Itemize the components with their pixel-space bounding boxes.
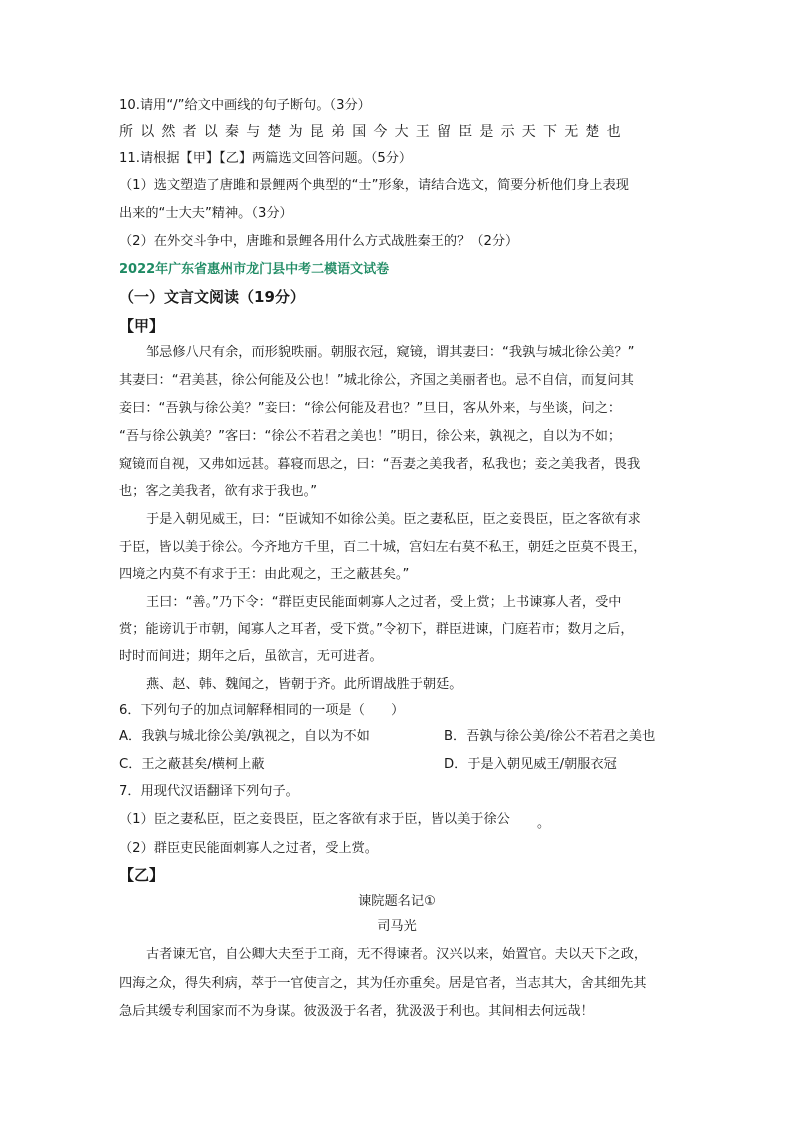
q11-sub1-line2: 出来的“士大夫”精神。（3分） — [119, 206, 293, 221]
emphasis-dot-icon: 。 — [537, 816, 551, 831]
q6-option-b: B．吾孰与徐公美/徐公不若君之美也 — [444, 729, 656, 744]
jia-line: 赏；能谤讥于市朝，闻寡人之耳者，受下赏。”令初下，群臣进谏，门庭若市；数月之后， — [119, 622, 634, 637]
q7-prompt: 7．用现代汉语翻译下列句子。 — [119, 784, 299, 799]
q6-option-c: C．王之蔽甚矣/横柯上蔽 — [119, 757, 265, 772]
jia-line: 四境之内莫不有求于王：由此观之，王之蔽甚矣。” — [119, 567, 410, 582]
section-title: （一）文言文阅读（19分） — [119, 288, 305, 306]
jia-line: “吾与徐公孰美？”客曰：“徐公不若君之美也！”明日，徐公来，孰视之，自以为不如； — [119, 429, 622, 444]
jia-line: 于臣，皆以美于徐公。今齐地方千里，百二十城，宫妇左右莫不私王，朝廷之臣莫不畏王， — [119, 540, 647, 555]
jia-line: 其妻曰：“君美甚，徐公何能及公也！”城北徐公，齐国之美丽者也。忌不自信，而复问其 — [119, 373, 634, 388]
q11-prompt: 11.请根据【甲】【乙】两篇选文回答问题。（5分） — [119, 151, 413, 166]
q6-option-d: D．于是入朝见威王/朝服衣冠 — [444, 757, 617, 772]
yi-title: 谏院题名记① — [358, 894, 436, 909]
q6-option-a: A．我孰与城北徐公美/孰视之，自以为不如 — [119, 729, 370, 744]
q7-sub1: （1）臣之妻私臣，臣之妾畏臣，臣之客欲有求于臣，皆以美于徐公 — [119, 812, 510, 827]
jia-line: 窥镜而自视，又弗如远甚。暮寝而思之，曰：“吾妻之美我者，私我也；妾之美我者，畏我 — [119, 457, 641, 472]
q6-prompt: 6．下列句子的加点词解释相同的一项是（ ） — [119, 703, 405, 718]
jia-line: 也；客之美我者，欲有求于我也。” — [119, 484, 318, 499]
jia-line: 邹忌修八尺有余，而形貌昳丽。朝服衣冠，窥镜，谓其妻曰：“我孰与城北徐公美？” — [146, 345, 635, 360]
yi-line: 急后其缓专利国家而不为身谋。彼汲汲于名者，犹汲汲于利也。其间相去何远哉！ — [119, 1004, 594, 1019]
yi-line: 四海之众，得失利病，萃于一官使言之，其为任亦重矣。居是官者，当志其大，舍其细先其 — [119, 976, 647, 991]
yi-label: 【乙】 — [119, 866, 165, 884]
jia-line: 于是入朝见威王，曰：“臣诚知不如徐公美。臣之妻私臣，臣之妾畏臣，臣之客欲有求 — [146, 512, 641, 527]
q10-sentence: 所以然者以秦与楚为昆弟国今大王留臣是示天下无楚也 — [119, 124, 628, 140]
jia-label: 【甲】 — [119, 317, 165, 335]
jia-line: 时时而间进；期年之后，虽欲言，无可进者。 — [119, 649, 383, 664]
q7-sub2: （2）群臣吏民能面刺寡人之过者，受上赏。 — [119, 841, 378, 856]
jia-line: 燕、赵、韩、魏闻之，皆朝于齐。此所谓战胜于朝廷。 — [146, 677, 463, 692]
jia-line: 王曰：“善。”乃下令：“群臣吏民能面刺寡人之过者，受上赏；上书谏寡人者，受中 — [146, 595, 622, 610]
exam-title: 2022年广东省惠州市龙门县中考二模语文试卷 — [119, 262, 390, 277]
jia-line: 妾曰：“吾孰与徐公美？”妾曰：“徐公何能及君也？”旦日，客从外来，与坐谈，问之： — [119, 401, 622, 416]
yi-line: 古者谏无官，自公卿大夫至于工商，无不得谏者。汉兴以来，始置官。夫以天下之政， — [146, 947, 648, 962]
q11-sub1-line1: （1）选文塑造了唐雎和景鲤两个典型的“士”形象，请结合选文，简要分析他们身上表现 — [119, 178, 629, 193]
q10-prompt: 10.请用“/”给文中画线的句子断句。（3分） — [119, 98, 371, 113]
yi-author: 司马光 — [377, 919, 417, 934]
q11-sub2: （2）在外交斗争中，唐雎和景鲤各用什么方式战胜秦王的？（2分） — [119, 234, 519, 249]
